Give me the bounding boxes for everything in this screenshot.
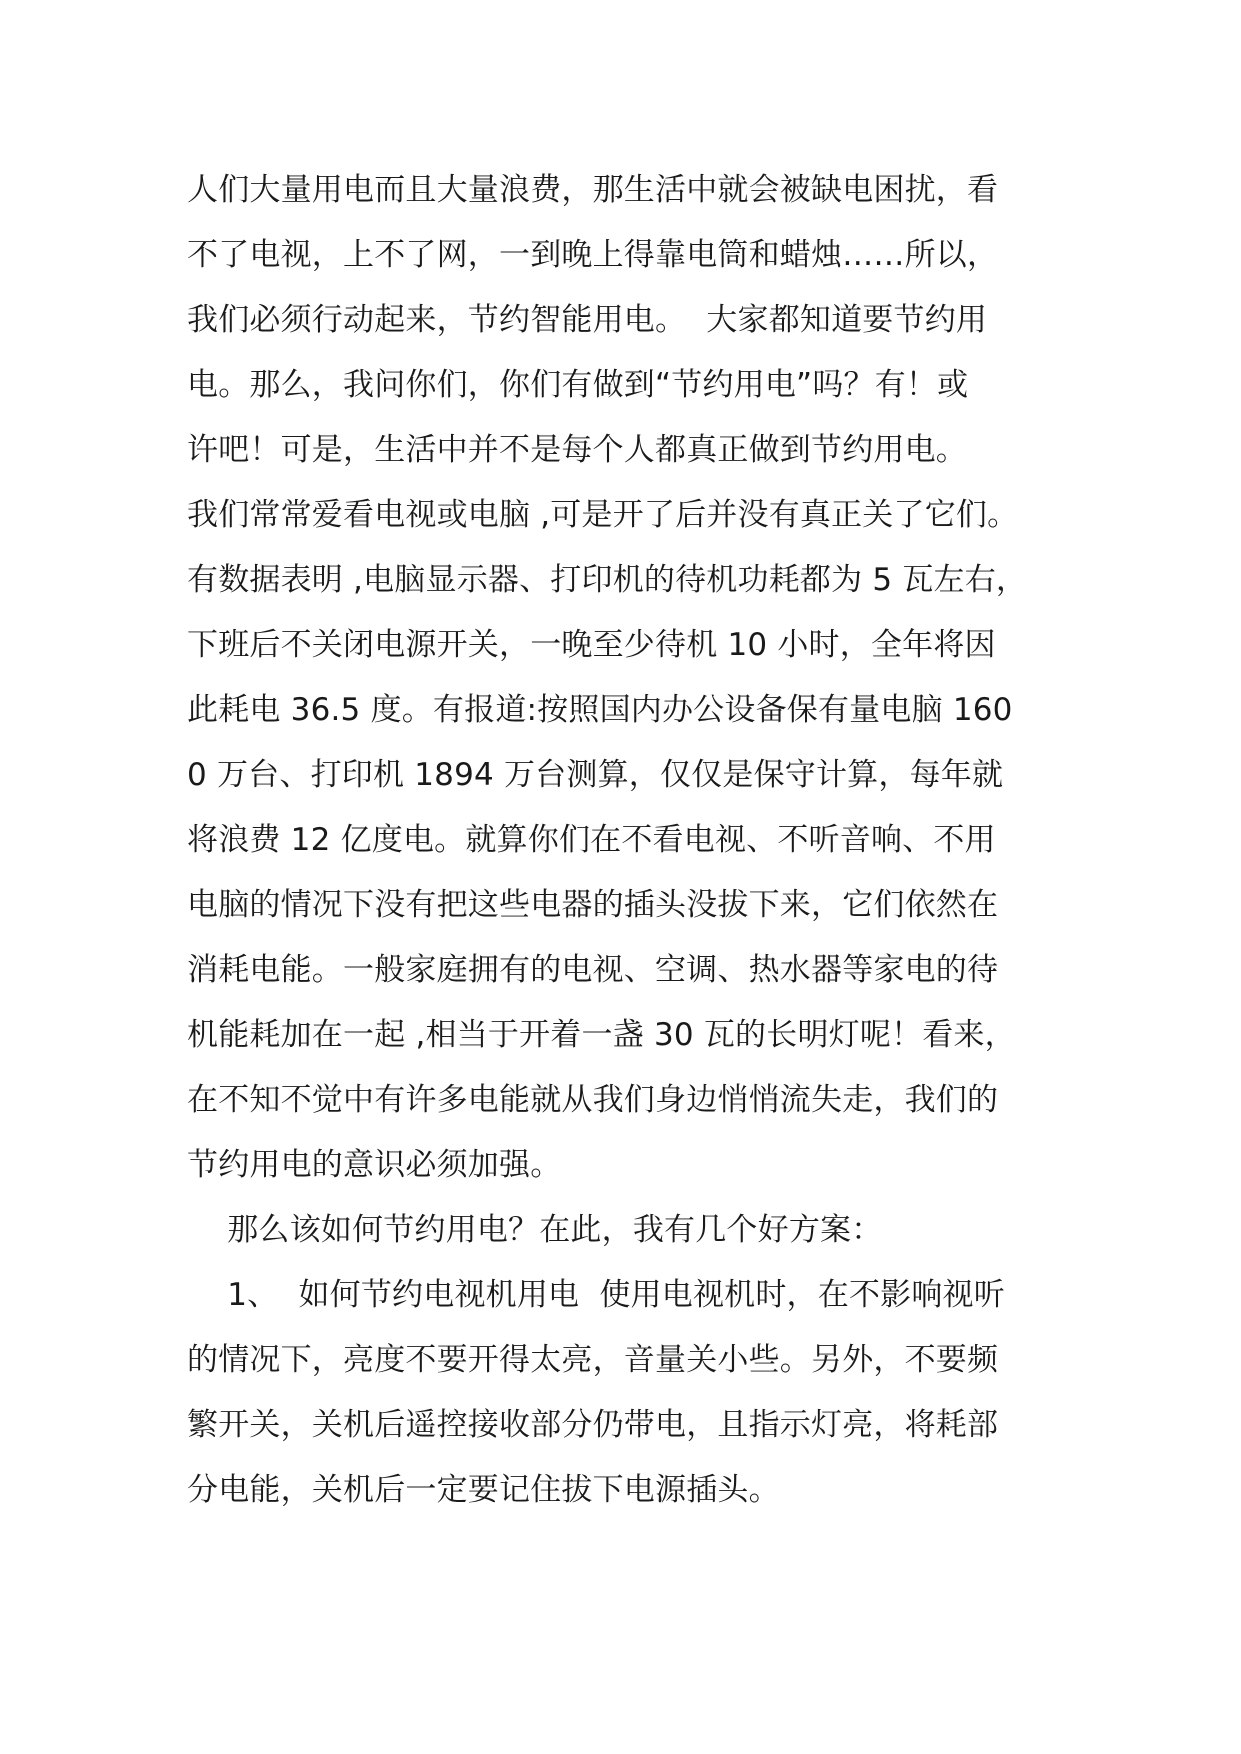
text-line: 此耗电 36.5 度。有报道:按照国内办公设备保有量电脑 160 (187, 692, 1013, 728)
text-line: 机能耗加在一起 ,相当于开着一盏 30 瓦的长明灯呢！看来， (187, 1017, 1016, 1053)
text-line: 下班后不关闭电源开关，一晚至少待机 10 小时，全年将因 (187, 627, 996, 663)
text-line: 电脑的情况下没有把这些电器的插头没拔下来，它们依然在 (187, 887, 999, 923)
document-body (187, 158, 1067, 1523)
text-line: 分电能，关机后一定要记住拔下电源插头。 (187, 1472, 780, 1508)
text-line: 人们大量用电而且大量浪费，那生活中就会被缺电困扰，看 (187, 172, 999, 208)
text-line: 1、 如何节约电视机用电 使用电视机时，在不影响视听 (187, 1277, 1005, 1313)
text-line: 不了电视，上不了网，一到晚上得靠电筒和蜡烛……所以， (187, 237, 999, 273)
text-line: 电。那么，我问你们，你们有做到“节约用电”吗？有！或 (187, 367, 969, 403)
text-line: 0 万台、打印机 1894 万台测算，仅仅是保守计算，每年就 (187, 757, 1004, 793)
text-line: 繁开关，关机后遥控接收部分仍带电，且指示灯亮，将耗部 (187, 1407, 999, 1443)
text-line: 的情况下，亮度不要开得太亮，音量关小些。另外，不要频 (187, 1342, 999, 1378)
text-line: 节约用电的意识必须加强。 (187, 1147, 562, 1183)
text-line: 我们常常爱看电视或电脑 ,可是开了后并没有真正关了它们。 (187, 497, 1019, 533)
text-line: 将浪费 12 亿度电。就算你们在不看电视、不听音响、不用 (187, 822, 996, 858)
text-line: 那么该如何节约用电？在此，我有几个好方案： (187, 1212, 883, 1248)
text-line: 有数据表明 ,电脑显示器、打印机的待机功耗都为 5 瓦左右， (187, 562, 1028, 598)
text-line: 在不知不觉中有许多电能就从我们身边悄悄流失走，我们的 (187, 1082, 999, 1118)
text-line: 消耗电能。一般家庭拥有的电视、空调、热水器等家电的待 (187, 952, 999, 988)
text-line: 我们必须行动起来，节约智能用电。 大家都知道要节约用 (187, 302, 988, 338)
text-line: 许吧！可是，生活中并不是每个人都真正做到节约用电。 (187, 432, 967, 468)
